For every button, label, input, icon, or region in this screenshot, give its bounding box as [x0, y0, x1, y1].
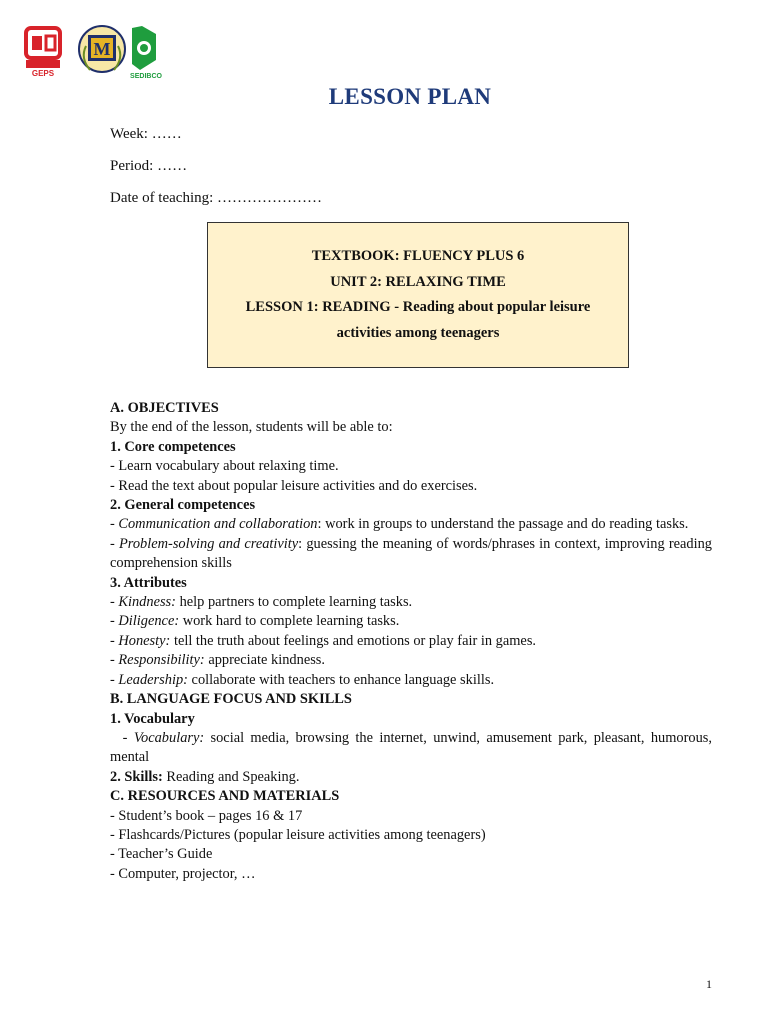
- vocabulary-term: Vocabulary:: [133, 729, 205, 746]
- general-item-term: Communication and collaboration: [118, 516, 318, 533]
- logos-graphic: [24, 24, 174, 80]
- language-heading: B. LANGUAGE FOCUS AND SKILLS: [110, 691, 352, 708]
- period-field: Period: ……: [110, 158, 188, 174]
- attribute-term: Kindness:: [118, 594, 176, 611]
- vocabulary-heading: 1. Vocabulary: [110, 710, 195, 727]
- textbook-line: TEXTBOOK: FLUENCY PLUS 6: [311, 248, 525, 264]
- attribute-text: tell the truth about feelings and emotions or play fair in games.: [170, 632, 537, 649]
- attribute-text: appreciate kindness.: [204, 652, 326, 669]
- lesson-info-box: [207, 222, 629, 368]
- vocabulary-item: [110, 729, 712, 768]
- item-dash: -: [110, 594, 119, 611]
- lesson-line: LESSON 1: READING - Reading about popular leisure: [245, 299, 591, 315]
- resource-item: - Teacher’s Guide: [110, 846, 213, 863]
- objectives-heading: A. OBJECTIVES: [110, 400, 219, 416]
- attribute-item: [110, 612, 712, 631]
- general-item-text: : guessing the meaning of words/phrases in context, improving reading comprehension skills: [110, 535, 712, 572]
- item-dash: -: [110, 729, 134, 746]
- header-logos: [24, 24, 174, 80]
- resources-heading: C. RESOURCES AND MATERIALS: [110, 788, 340, 805]
- general-item: [110, 535, 712, 574]
- resource-item: - Flashcards/Pictures (popular leisure activities among teenagers): [110, 826, 486, 843]
- unit-line: UNIT 2: RELAXING TIME: [330, 273, 506, 290]
- lesson-body: [110, 399, 712, 884]
- attribute-item: [110, 632, 712, 651]
- geps-logo: [26, 28, 60, 78]
- attribute-item: [110, 593, 712, 612]
- item-dash: -: [110, 613, 119, 630]
- item-dash: -: [110, 671, 119, 688]
- attribute-text: work hard to complete learning tasks.: [179, 613, 400, 630]
- core-item: - Read the text about popular leisure activities and do exercises.: [110, 477, 478, 494]
- geps-logo-text: GEPS: [31, 69, 55, 78]
- sedibco-logo-text: SEDIBCO: [130, 73, 162, 80]
- general-item: [110, 515, 712, 534]
- resource-item: - Student’s book – pages 16 & 17: [110, 807, 303, 824]
- skills-text: Reading and Speaking.: [162, 768, 300, 785]
- core-competences-heading: 1. Core competences: [110, 438, 236, 455]
- item-dash: -: [110, 516, 119, 533]
- m-school-logo: [79, 26, 125, 72]
- attribute-item: [110, 651, 712, 670]
- attributes-heading: 3. Attributes: [110, 574, 187, 591]
- page-number: 1: [706, 977, 712, 991]
- sedibco-logo: [130, 26, 162, 80]
- page-title: LESSON PLAN: [328, 84, 492, 109]
- week-field: Week: ……: [110, 126, 182, 142]
- resource-item: - Computer, projector, …: [110, 865, 256, 882]
- attribute-term: Honesty:: [118, 632, 171, 649]
- attribute-text: help partners to complete learning tasks.: [175, 594, 413, 611]
- item-dash: -: [110, 652, 119, 669]
- item-dash: -: [110, 632, 119, 649]
- date-field: Date of teaching: …………………: [110, 190, 323, 206]
- vocabulary-text: social media, browsing the internet, unwind, amusement park, pleasant, humorous, mental: [110, 729, 712, 766]
- general-item-text: : work in groups to understand the passage and do reading tasks.: [317, 516, 689, 533]
- item-dash: -: [110, 535, 119, 552]
- objectives-intro: By the end of the lesson, students will be able to:: [110, 419, 393, 436]
- general-item-term: Problem-solving and creativity: [119, 535, 299, 552]
- attribute-term: Diligence:: [118, 613, 180, 630]
- attribute-term: Responsibility:: [118, 652, 205, 669]
- attribute-text: collaborate with teachers to enhance language skills.: [187, 671, 495, 688]
- general-competences-heading: 2. General competences: [110, 497, 256, 514]
- skills-label: 2. Skills:: [110, 768, 163, 785]
- m-logo-text: M: [93, 39, 111, 59]
- attribute-term: Leadership:: [118, 671, 188, 688]
- skills-item: [110, 768, 712, 787]
- attribute-item: [110, 671, 712, 690]
- lesson-line-cont: activities among teenagers: [336, 324, 500, 341]
- core-item: - Learn vocabulary about relaxing time.: [110, 458, 339, 475]
